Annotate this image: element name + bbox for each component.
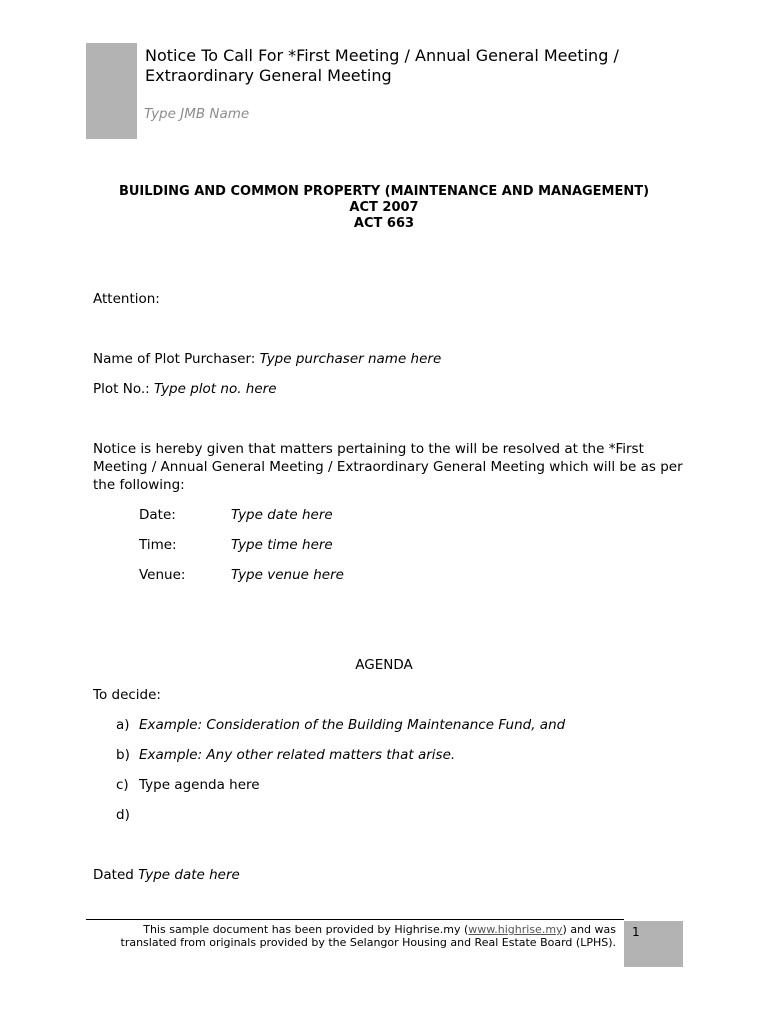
act-title-line2: ACT 2007 (349, 200, 419, 215)
agenda-item[interactable]: Example: Consideration of the Building Maintenance Fund, and (139, 717, 566, 733)
agenda-marker: d) (116, 807, 130, 823)
agenda-heading: AGENDA (355, 657, 413, 673)
page-number: 1 (632, 925, 640, 939)
plot-line (93, 380, 277, 398)
agenda-marker: c) (116, 777, 129, 793)
purchaser-line (93, 350, 441, 368)
agenda-item[interactable]: Type agenda here (139, 777, 260, 793)
date-field[interactable]: Type date here (231, 507, 333, 523)
agenda-marker: a) (116, 717, 130, 733)
act-title-line3: ACT 663 (353, 216, 415, 231)
date-label: Date: (139, 507, 176, 523)
document-title: Notice To Call For *First Meeting / Annual General Meeting / Extraordinary General Meeting (145, 46, 619, 85)
venue-label: Venue: (139, 567, 186, 583)
agenda-item[interactable]: Example: Any other related matters that arise. (139, 747, 456, 763)
plot-label: Plot No.: (93, 381, 150, 397)
agenda-item[interactable] (139, 806, 439, 824)
footer-note (86, 923, 616, 949)
notice-paragraph: Notice is hereby given that matters pertaining to the will be resolved at the *First Meeting / Annual General Meeting / Extraordinary General Meeting which will be as per the following: (93, 441, 683, 493)
act-title-line1: BUILDING AND COMMON PROPERTY (MAINTENANCE AND MANAGEMENT) (118, 184, 650, 199)
time-label: Time: (139, 537, 177, 553)
plot-no-field[interactable]: Type plot no. here (154, 381, 277, 397)
footer-text-before: This sample document has been provided by Highrise.my ( (143, 923, 469, 936)
footer-divider (86, 919, 624, 920)
dated-date-field[interactable]: Type date here (138, 867, 240, 883)
attention-label: Attention: (93, 291, 160, 307)
venue-field[interactable]: Type venue here (231, 567, 344, 583)
agenda-intro: To decide: (93, 687, 161, 703)
jmb-name-field[interactable]: Type JMB Name (144, 106, 250, 122)
dated-label: Dated (93, 867, 134, 883)
time-field[interactable]: Type time here (231, 537, 333, 553)
agenda-marker: b) (116, 747, 130, 763)
footer-text-after: ) and was translated from originals provided by the Selangor Housing and Real Estate Board (LPHS). (120, 923, 616, 949)
purchaser-name-field[interactable]: Type purchaser name here (259, 351, 442, 367)
highrise-link[interactable]: www.highrise.my (468, 923, 563, 936)
header-decorative-block (86, 43, 137, 139)
purchaser-label: Name of Plot Purchaser: (93, 351, 256, 367)
dated-line (93, 866, 240, 884)
